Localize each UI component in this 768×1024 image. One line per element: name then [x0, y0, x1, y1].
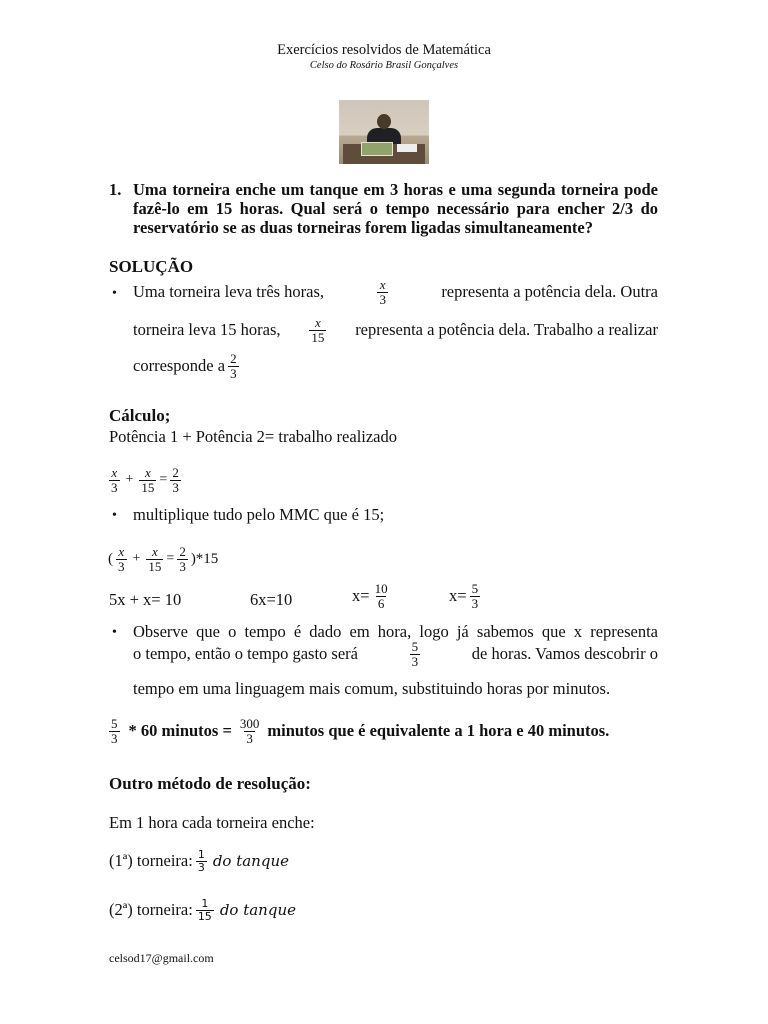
other-method-intro: Em 1 hora cada torneira enche:	[109, 813, 315, 832]
fraction: $\frac{1}{15}$	[197, 897, 212, 923]
fraction: $\frac{2}{3}$	[230, 351, 237, 381]
solution-text: representa a potência dela. Trabalho a realizar	[355, 320, 658, 340]
fraction: $\frac{10}{6}$	[374, 581, 388, 611]
fraction: $\frac{x}{3}$	[118, 544, 125, 574]
tap-2-line: (2ª) torneira: $\frac{1}{15}$ do tanque	[109, 897, 296, 923]
author-name: Celso do Rosário Brasil Gonçalves	[309, 60, 459, 71]
conversion-line: $\frac{5}{3}$ * 60 minutos = $\frac{300}{3}$ minutos que é equivalente a 1 hora e 40 minutos.	[111, 716, 610, 746]
solution-text: Uma torneira leva três horas,	[133, 282, 325, 302]
bullet-icon: •	[112, 508, 117, 523]
step-2: 6x=10	[250, 590, 293, 609]
equation-2: ( $\frac{x}{3}$ + $\frac{x}{15}$ = $\frac{2}{3}$ )*15	[108, 544, 219, 574]
fraction: $\frac{x}{3}$	[111, 465, 118, 495]
observe-line-2	[133, 640, 658, 668]
tap-1-line: (1ª) torneira: $\frac{1}{3}$ do tanque	[109, 848, 289, 874]
bullet-icon: •	[112, 286, 117, 301]
calc-formula: Potência 1 + Potência 2= trabalho realizado	[109, 427, 398, 446]
fraction: $\frac{5}{3}$	[471, 581, 479, 611]
fraction: $\frac{300}{3}$	[239, 716, 260, 746]
solution-text: corresponde a	[133, 356, 226, 376]
fraction: $\frac{5}{3}$	[411, 639, 419, 669]
step-3: x= $\frac{10}{6}$	[352, 581, 388, 611]
step-1: 5x + x= 10	[109, 590, 182, 609]
bullet-mmc: multiplique tudo pelo MMC que é 15;	[133, 505, 385, 524]
document-title: Exercícios resolvidos de Matemática	[277, 42, 491, 58]
solution-line-2	[133, 316, 658, 344]
problem-line-2: fazê-lo em 15 horas. Qual será o tempo necessário para encher 2/3 do	[133, 199, 658, 218]
fraction: $\frac{1}{3}$	[197, 848, 205, 874]
solution-heading: SOLUÇÃO	[109, 257, 194, 276]
fraction: $\frac{x}{15}$	[148, 544, 162, 574]
fraction: $\frac{x}{15}$	[141, 465, 155, 495]
observe-text: de horas. Vamos descobrir o	[471, 644, 658, 664]
solution-line-1	[133, 278, 658, 306]
bullet-icon: •	[112, 625, 117, 640]
observe-text: o tempo, então o tempo gasto será	[133, 644, 358, 664]
calc-heading: Cálculo;	[109, 406, 171, 425]
observe-line-1: Observe que o tempo é dado em hora, logo já sabemos que x representa	[133, 622, 658, 641]
fraction: $\frac{x}{15}$	[311, 315, 325, 345]
observe-line-3: tempo em uma linguagem mais comum, substituindo horas por minutos.	[133, 679, 611, 698]
other-method-heading: Outro método de resolução:	[109, 774, 311, 793]
problem-line-1: Uma torneira enche um tanque em 3 horas e uma segunda torneira pode	[133, 180, 658, 199]
equation-1: $\frac{x}{3}$ + $\frac{x}{15}$ = $\frac{2}{3}$	[111, 465, 179, 495]
solution-text: torneira leva 15 horas,	[133, 320, 281, 340]
solution-line-3	[133, 352, 242, 380]
fraction: $\frac{2}{3}$	[172, 465, 179, 495]
problem-number: 1.	[109, 180, 122, 199]
step-4: x= $\frac{5}{3}$	[449, 581, 479, 611]
author-photo	[339, 100, 429, 164]
problem-line-3: reservatório se as duas torneiras forem ligadas simultaneamente?	[133, 218, 593, 237]
solution-text: representa a potência dela. Outra	[441, 282, 658, 302]
footer-email: celsod17@gmail.com	[109, 951, 214, 965]
fraction: $\frac{5}{3}$	[111, 716, 118, 746]
fraction: $\frac{x}{3}$	[379, 277, 386, 307]
fraction: $\frac{2}{3}$	[179, 544, 186, 574]
